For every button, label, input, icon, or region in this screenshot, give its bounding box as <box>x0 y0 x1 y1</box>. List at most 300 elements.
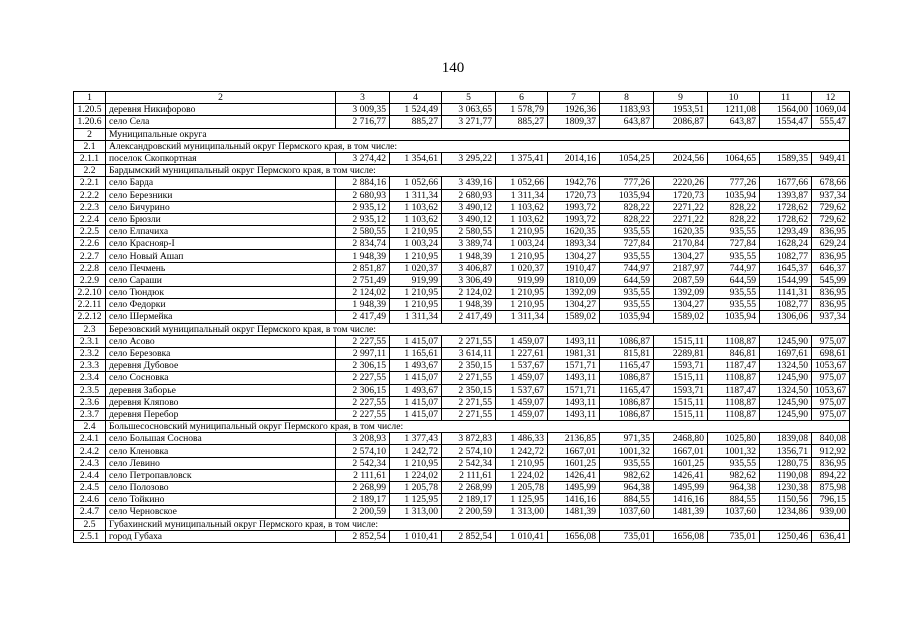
column-number: 7 <box>548 92 600 104</box>
settlement-name: село Черновское <box>106 506 336 518</box>
value-cell: 1544,99 <box>760 274 812 286</box>
row-code: 2.4.5 <box>74 482 106 494</box>
value-cell: 885,27 <box>390 116 442 128</box>
table-row <box>74 226 850 238</box>
value-cell: 2 417,49 <box>336 311 390 323</box>
value-cell: 2 271,55 <box>442 372 496 384</box>
value-cell: 2086,87 <box>654 116 708 128</box>
row-code: 2.2.3 <box>74 201 106 213</box>
value-cell: 1493,11 <box>548 396 600 408</box>
column-number: 12 <box>812 92 850 104</box>
value-cell: 1 354,61 <box>390 152 442 164</box>
value-cell: 1245,90 <box>760 408 812 420</box>
value-cell: 1728,62 <box>760 213 812 225</box>
tariff-table <box>73 91 850 543</box>
value-cell: 1234,86 <box>760 506 812 518</box>
value-cell: 1493,11 <box>548 408 600 420</box>
value-cell: 1728,62 <box>760 201 812 213</box>
value-cell: 1 524,49 <box>390 104 442 116</box>
value-cell: 1839,08 <box>760 433 812 445</box>
value-cell: 1589,02 <box>548 311 600 323</box>
value-cell: 1810,09 <box>548 274 600 286</box>
value-cell: 2 997,11 <box>336 347 390 359</box>
value-cell: 1037,60 <box>600 506 654 518</box>
value-cell: 2187,97 <box>654 262 708 274</box>
value-cell: 2 227,55 <box>336 372 390 384</box>
settlement-name: село Новый Ашап <box>106 250 336 262</box>
settlement-name: село Шермейка <box>106 311 336 323</box>
settlement-name: село Краснояр-I <box>106 238 336 250</box>
value-cell: 636,41 <box>812 530 850 542</box>
value-cell: 2014,16 <box>548 152 600 164</box>
row-code: 2.3 <box>74 323 106 335</box>
value-cell: 1324,50 <box>760 384 812 396</box>
value-cell: 2 574,10 <box>442 445 496 457</box>
value-cell: 2 834,74 <box>336 238 390 250</box>
settlement-name: деревня Перебор <box>106 408 336 420</box>
value-cell: 1 311,34 <box>390 311 442 323</box>
value-cell: 643,87 <box>600 116 654 128</box>
value-cell: 935,55 <box>600 250 654 262</box>
section-row <box>74 165 850 177</box>
value-cell: 1554,47 <box>760 116 812 128</box>
value-cell: 1645,37 <box>760 262 812 274</box>
value-cell: 1 537,67 <box>496 384 548 396</box>
value-cell: 729,62 <box>812 201 850 213</box>
value-cell: 1993,72 <box>548 213 600 225</box>
value-cell: 1035,94 <box>708 189 760 201</box>
value-cell: 629,24 <box>812 238 850 250</box>
value-cell: 1356,71 <box>760 445 812 457</box>
table-row <box>74 482 850 494</box>
value-cell: 644,59 <box>708 274 760 286</box>
value-cell: 828,22 <box>708 213 760 225</box>
value-cell: 1 020,37 <box>496 262 548 274</box>
value-cell: 1 210,95 <box>390 250 442 262</box>
value-cell: 1324,50 <box>760 360 812 372</box>
value-cell: 1 210,95 <box>496 287 548 299</box>
value-cell: 1910,47 <box>548 262 600 274</box>
value-cell: 698,61 <box>812 347 850 359</box>
value-cell: 1 415,07 <box>390 396 442 408</box>
settlement-name: город Губаха <box>106 530 336 542</box>
value-cell: 815,81 <box>600 347 654 359</box>
value-cell: 2289,81 <box>654 347 708 359</box>
value-cell: 1809,37 <box>548 116 600 128</box>
value-cell: 912,92 <box>812 445 850 457</box>
table-row <box>74 213 850 225</box>
settlement-name: село Тойкино <box>106 494 336 506</box>
value-cell: 971,35 <box>600 433 654 445</box>
table-row <box>74 360 850 372</box>
value-cell: 1183,93 <box>600 104 654 116</box>
row-code: 2.2.10 <box>74 287 106 299</box>
value-cell: 1141,31 <box>760 287 812 299</box>
value-cell: 1 210,95 <box>390 457 442 469</box>
value-cell: 1 003,24 <box>390 238 442 250</box>
settlement-name: село Тюндюк <box>106 287 336 299</box>
row-code: 2.2.8 <box>74 262 106 274</box>
value-cell: 1 125,95 <box>496 494 548 506</box>
value-cell: 1 210,95 <box>390 226 442 238</box>
section-row <box>74 323 850 335</box>
value-cell: 1 125,95 <box>390 494 442 506</box>
row-code: 2.4.7 <box>74 506 106 518</box>
table-row <box>74 530 850 542</box>
settlement-name: село Петропавловск <box>106 469 336 481</box>
value-cell: 3 271,77 <box>442 116 496 128</box>
value-cell: 2 268,99 <box>442 482 496 494</box>
value-cell: 1677,66 <box>760 177 812 189</box>
row-code: 2.2.5 <box>74 226 106 238</box>
value-cell: 2 200,59 <box>442 506 496 518</box>
table-row <box>74 262 850 274</box>
value-cell: 1495,99 <box>548 482 600 494</box>
value-cell: 1571,71 <box>548 360 600 372</box>
value-cell: 982,62 <box>600 469 654 481</box>
value-cell: 1 227,61 <box>496 347 548 359</box>
value-cell: 1 948,39 <box>442 299 496 311</box>
value-cell: 1953,51 <box>654 104 708 116</box>
value-cell: 2 574,10 <box>336 445 390 457</box>
settlement-name: поселок Скопкортная <box>106 152 336 164</box>
value-cell: 644,59 <box>600 274 654 286</box>
value-cell: 2 271,55 <box>442 408 496 420</box>
value-cell: 2 580,55 <box>336 226 390 238</box>
value-cell: 935,55 <box>600 457 654 469</box>
value-cell: 937,34 <box>812 311 850 323</box>
value-cell: 840,08 <box>812 433 850 445</box>
value-cell: 3 295,22 <box>442 152 496 164</box>
value-cell: 1001,32 <box>600 445 654 457</box>
value-cell: 1667,01 <box>548 445 600 457</box>
value-cell: 1108,87 <box>708 396 760 408</box>
value-cell: 1 210,95 <box>390 287 442 299</box>
value-cell: 1593,71 <box>654 384 708 396</box>
value-cell: 1 210,95 <box>390 299 442 311</box>
row-code: 2.3.1 <box>74 335 106 347</box>
value-cell: 975,07 <box>812 396 850 408</box>
value-cell: 2 542,34 <box>442 457 496 469</box>
section-row <box>74 128 850 140</box>
value-cell: 2170,84 <box>654 238 708 250</box>
row-code: 2.3.6 <box>74 396 106 408</box>
value-cell: 1993,72 <box>548 201 600 213</box>
value-cell: 1086,87 <box>600 396 654 408</box>
value-cell: 2 268,99 <box>336 482 390 494</box>
value-cell: 828,22 <box>600 201 654 213</box>
value-cell: 1942,76 <box>548 177 600 189</box>
value-cell: 1 415,07 <box>390 408 442 420</box>
table-row <box>74 335 850 347</box>
value-cell: 1720,73 <box>654 189 708 201</box>
value-cell: 1086,87 <box>600 408 654 420</box>
value-cell: 1 578,79 <box>496 104 548 116</box>
table-row <box>74 274 850 286</box>
value-cell: 2271,22 <box>654 201 708 213</box>
value-cell: 1 375,41 <box>496 152 548 164</box>
value-cell: 836,95 <box>812 226 850 238</box>
value-cell: 1481,39 <box>654 506 708 518</box>
table-row <box>74 384 850 396</box>
value-cell: 1601,25 <box>548 457 600 469</box>
value-cell: 2 227,55 <box>336 335 390 347</box>
value-cell: 3 406,87 <box>442 262 496 274</box>
settlement-name: село Кленовка <box>106 445 336 457</box>
column-number: 2 <box>106 92 336 104</box>
row-code: 2.1 <box>74 140 106 152</box>
value-cell: 2024,56 <box>654 152 708 164</box>
value-cell: 1426,41 <box>548 469 600 481</box>
value-cell: 1 313,00 <box>496 506 548 518</box>
value-cell: 1230,38 <box>760 482 812 494</box>
value-cell: 1 165,61 <box>390 347 442 359</box>
value-cell: 1 052,66 <box>496 177 548 189</box>
value-cell: 935,55 <box>708 226 760 238</box>
value-cell: 935,55 <box>600 287 654 299</box>
value-cell: 1416,16 <box>654 494 708 506</box>
table-row <box>74 506 850 518</box>
value-cell: 1893,34 <box>548 238 600 250</box>
value-cell: 836,95 <box>812 457 850 469</box>
value-cell: 1064,65 <box>708 152 760 164</box>
value-cell: 836,95 <box>812 250 850 262</box>
value-cell: 1 313,00 <box>390 506 442 518</box>
value-cell: 744,97 <box>708 262 760 274</box>
settlement-name: село Березники <box>106 189 336 201</box>
value-cell: 1571,71 <box>548 384 600 396</box>
row-code: 2.5.1 <box>74 530 106 542</box>
row-code: 2 <box>74 128 106 140</box>
value-cell: 1 224,02 <box>496 469 548 481</box>
value-cell: 3 872,83 <box>442 433 496 445</box>
value-cell: 1082,77 <box>760 250 812 262</box>
value-cell: 1392,09 <box>548 287 600 299</box>
row-code: 2.3.3 <box>74 360 106 372</box>
value-cell: 1150,56 <box>760 494 812 506</box>
value-cell: 1628,24 <box>760 238 812 250</box>
value-cell: 1280,75 <box>760 457 812 469</box>
value-cell: 1 103,62 <box>390 201 442 213</box>
value-cell: 1926,36 <box>548 104 600 116</box>
value-cell: 3 490,12 <box>442 213 496 225</box>
value-cell: 2 852,54 <box>336 530 390 542</box>
row-code: 1.20.5 <box>74 104 106 116</box>
value-cell: 836,95 <box>812 287 850 299</box>
value-cell: 1086,87 <box>600 335 654 347</box>
value-cell: 1293,49 <box>760 226 812 238</box>
settlement-name: деревня Никифорово <box>106 104 336 116</box>
table-row <box>74 104 850 116</box>
value-cell: 1620,35 <box>548 226 600 238</box>
value-cell: 2 271,55 <box>442 396 496 408</box>
value-cell: 1 210,95 <box>496 250 548 262</box>
value-cell: 1 010,41 <box>496 530 548 542</box>
table-row <box>74 494 850 506</box>
value-cell: 727,84 <box>708 238 760 250</box>
value-cell: 937,34 <box>812 189 850 201</box>
value-cell: 1304,27 <box>548 299 600 311</box>
value-cell: 2 680,93 <box>442 189 496 201</box>
value-cell: 643,87 <box>708 116 760 128</box>
column-number: 11 <box>760 92 812 104</box>
value-cell: 1515,11 <box>654 408 708 420</box>
value-cell: 1 311,34 <box>496 189 548 201</box>
column-number: 3 <box>336 92 390 104</box>
value-cell: 884,55 <box>600 494 654 506</box>
value-cell: 1426,41 <box>654 469 708 481</box>
value-cell: 1481,39 <box>548 506 600 518</box>
value-cell: 2 124,02 <box>336 287 390 299</box>
value-cell: 1 948,39 <box>442 250 496 262</box>
value-cell: 1 205,78 <box>390 482 442 494</box>
value-cell: 2 935,12 <box>336 213 390 225</box>
value-cell: 2 227,55 <box>336 408 390 420</box>
column-number-row <box>74 92 850 104</box>
value-cell: 1 486,33 <box>496 433 548 445</box>
value-cell: 846,81 <box>708 347 760 359</box>
value-cell: 1589,02 <box>654 311 708 323</box>
settlement-name: село Елпачиха <box>106 226 336 238</box>
section-title: Большесосновский муниципальный округ Пермского края, в том числе: <box>106 421 850 433</box>
value-cell: 1 311,34 <box>496 311 548 323</box>
row-code: 2.2.11 <box>74 299 106 311</box>
settlement-name: деревня Заборье <box>106 384 336 396</box>
row-code: 2.2.9 <box>74 274 106 286</box>
value-cell: 3 063,65 <box>442 104 496 116</box>
value-cell: 735,01 <box>708 530 760 542</box>
row-code: 2.1.1 <box>74 152 106 164</box>
value-cell: 646,37 <box>812 262 850 274</box>
value-cell: 1306,06 <box>760 311 812 323</box>
value-cell: 935,55 <box>708 457 760 469</box>
value-cell: 2 306,15 <box>336 360 390 372</box>
value-cell: 1 242,72 <box>390 445 442 457</box>
value-cell: 939,00 <box>812 506 850 518</box>
row-code: 2.2.4 <box>74 213 106 225</box>
value-cell: 2 350,15 <box>442 360 496 372</box>
row-code: 2.3.5 <box>74 384 106 396</box>
value-cell: 1211,08 <box>708 104 760 116</box>
row-code: 2.4.3 <box>74 457 106 469</box>
table-row <box>74 189 850 201</box>
table-row <box>74 347 850 359</box>
value-cell: 836,95 <box>812 299 850 311</box>
table-row <box>74 311 850 323</box>
settlement-name: село Федорки <box>106 299 336 311</box>
value-cell: 2468,80 <box>654 433 708 445</box>
section-title: Губахинский муниципальный округ Пермского края, в том числе: <box>106 518 850 530</box>
value-cell: 2 716,77 <box>336 116 390 128</box>
value-cell: 1187,47 <box>708 384 760 396</box>
table-row <box>74 408 850 420</box>
value-cell: 2 111,61 <box>442 469 496 481</box>
value-cell: 1108,87 <box>708 408 760 420</box>
table-row <box>74 396 850 408</box>
value-cell: 2136,85 <box>548 433 600 445</box>
value-cell: 3 439,16 <box>442 177 496 189</box>
value-cell: 1053,67 <box>812 360 850 372</box>
value-cell: 1 003,24 <box>496 238 548 250</box>
column-number: 10 <box>708 92 760 104</box>
row-code: 2.2.7 <box>74 250 106 262</box>
value-cell: 1 010,41 <box>390 530 442 542</box>
value-cell: 727,84 <box>600 238 654 250</box>
column-number: 6 <box>496 92 548 104</box>
column-number: 1 <box>74 92 106 104</box>
value-cell: 982,62 <box>708 469 760 481</box>
value-cell: 1697,61 <box>760 347 812 359</box>
table-row <box>74 433 850 445</box>
settlement-name: село Сараши <box>106 274 336 286</box>
row-code: 2.4.6 <box>74 494 106 506</box>
value-cell: 1495,99 <box>654 482 708 494</box>
value-cell: 1108,87 <box>708 372 760 384</box>
value-cell: 1720,73 <box>548 189 600 201</box>
column-number: 9 <box>654 92 708 104</box>
value-cell: 2220,26 <box>654 177 708 189</box>
value-cell: 2 350,15 <box>442 384 496 396</box>
value-cell: 1035,94 <box>600 311 654 323</box>
value-cell: 1515,11 <box>654 372 708 384</box>
value-cell: 1 020,37 <box>390 262 442 274</box>
value-cell: 1187,47 <box>708 360 760 372</box>
value-cell: 3 490,12 <box>442 201 496 213</box>
settlement-name: село Большая Соснова <box>106 433 336 445</box>
value-cell: 1037,60 <box>708 506 760 518</box>
value-cell: 1416,16 <box>548 494 600 506</box>
value-cell: 1304,27 <box>548 250 600 262</box>
settlement-name: село Левино <box>106 457 336 469</box>
value-cell: 3 208,93 <box>336 433 390 445</box>
row-code: 1.20.6 <box>74 116 106 128</box>
value-cell: 828,22 <box>708 201 760 213</box>
value-cell: 2087,59 <box>654 274 708 286</box>
settlement-name: село Асово <box>106 335 336 347</box>
value-cell: 678,66 <box>812 177 850 189</box>
value-cell: 1035,94 <box>600 189 654 201</box>
settlement-name: село Брюзли <box>106 213 336 225</box>
value-cell: 1515,11 <box>654 396 708 408</box>
value-cell: 1001,32 <box>708 445 760 457</box>
value-cell: 1069,04 <box>812 104 850 116</box>
value-cell: 1304,27 <box>654 250 708 262</box>
settlement-name: село Бичурино <box>106 201 336 213</box>
table-row <box>74 238 850 250</box>
value-cell: 1564,00 <box>760 104 812 116</box>
page-number: 140 <box>441 60 465 76</box>
value-cell: 1 224,02 <box>390 469 442 481</box>
table-row <box>74 469 850 481</box>
value-cell: 1393,87 <box>760 189 812 201</box>
table-row <box>74 250 850 262</box>
value-cell: 1054,25 <box>600 152 654 164</box>
value-cell: 1 459,07 <box>496 396 548 408</box>
value-cell: 1165,47 <box>600 360 654 372</box>
value-cell: 1620,35 <box>654 226 708 238</box>
value-cell: 555,47 <box>812 116 850 128</box>
value-cell: 935,55 <box>708 287 760 299</box>
section-title: Бардымский муниципальный округ Пермского края, в том числе: <box>106 165 850 177</box>
value-cell: 1 210,95 <box>496 457 548 469</box>
table-row <box>74 287 850 299</box>
value-cell: 1 242,72 <box>496 445 548 457</box>
value-cell: 777,26 <box>708 177 760 189</box>
value-cell: 2 189,17 <box>442 494 496 506</box>
value-cell: 1 052,66 <box>390 177 442 189</box>
value-cell: 2 542,34 <box>336 457 390 469</box>
value-cell: 545,99 <box>812 274 850 286</box>
